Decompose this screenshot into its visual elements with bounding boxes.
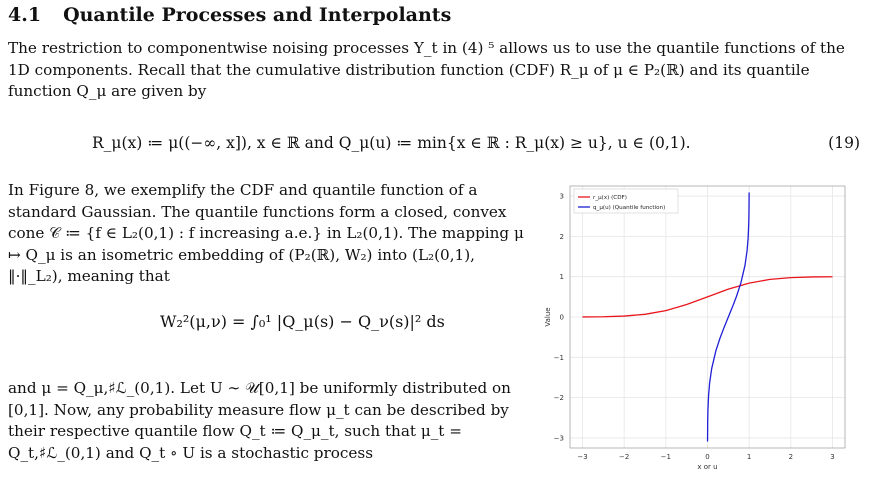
paragraph-intro: The restriction to componentwise noising processes Y_t in (4) ⁵ allows us to use the quantile functions of the 1D components. Recall that the cumulative distribution function (CDF) R_μ of μ ∈ P₂(ℝ) and its quantile function Q_μ are given by — [8, 39, 845, 100]
y-tick-label: 3 — [559, 192, 564, 201]
figure-cdf-quantile — [535, 178, 855, 474]
y-tick-label: −2 — [553, 394, 564, 403]
legend-entry: r_μ(x) (CDF) — [593, 195, 627, 201]
equation-19-number: (19) — [828, 134, 860, 152]
x-tick-label: −2 — [619, 453, 630, 461]
legend-entry: q_μ(u) (Quantile function) — [593, 205, 666, 211]
x-axis-label: x or u — [697, 463, 718, 471]
legend — [574, 189, 678, 213]
section-number: 4.1 — [8, 4, 42, 26]
paragraph-quantile-flow: and μ = Q_μ,♯ℒ_(0,1). Let U ∼ 𝒰[0,1] be uniformly distributed on [0,1]. Now, any probability measure flow μ_t can be described by their respective quantile flow Q_t ≔ Q_μ_t, such that μ_t = Q_t,♯ℒ_(0,1) and Q_t ∘ U is a stochastic process — [8, 379, 511, 462]
x-tick-label: −3 — [577, 453, 588, 461]
y-tick-label: 2 — [559, 232, 564, 241]
paragraph-figure-description: In Figure 8, we exemplify the CDF and quantile function of a standard Gaussian. The quantile functions form a closed, convex cone 𝒞 ≔ {f ∈ L₂(0,1) : f increasing a.e.} in L₂(0,1). The mapping μ ↦ Q_μ is an isometric embedding of (P₂(ℝ), W₂) into (L₂(0,1), ‖·‖_L₂), meaning that — [8, 181, 524, 285]
x-tick-label: −1 — [660, 453, 671, 461]
x-tick-label: 2 — [788, 453, 794, 461]
x-tick-label: 1 — [746, 453, 752, 461]
y-tick-label: 1 — [559, 273, 564, 282]
section-title: Quantile Processes and Interpolants — [63, 4, 452, 26]
equation-wasserstein: W₂²(μ,ν) = ∫₀¹ |Q_μ(s) − Q_ν(s)|² ds — [160, 312, 445, 331]
equation-19-body: R_μ(x) ≔ μ((−∞, x]), x ∈ ℝ and Q_μ(u) ≔ min{x ∈ ℝ : R_μ(x) ≥ u}, u ∈ (0,1). — [92, 134, 691, 152]
chart-svg — [535, 178, 855, 474]
x-tick-label: 3 — [830, 453, 835, 461]
y-tick-label: −1 — [553, 353, 564, 362]
section-heading — [8, 4, 451, 26]
x-tick-label: 0 — [705, 453, 710, 461]
y-tick-label: −3 — [553, 434, 564, 443]
y-tick-label: 0 — [559, 313, 564, 322]
y-axis-label: Value — [544, 307, 552, 327]
